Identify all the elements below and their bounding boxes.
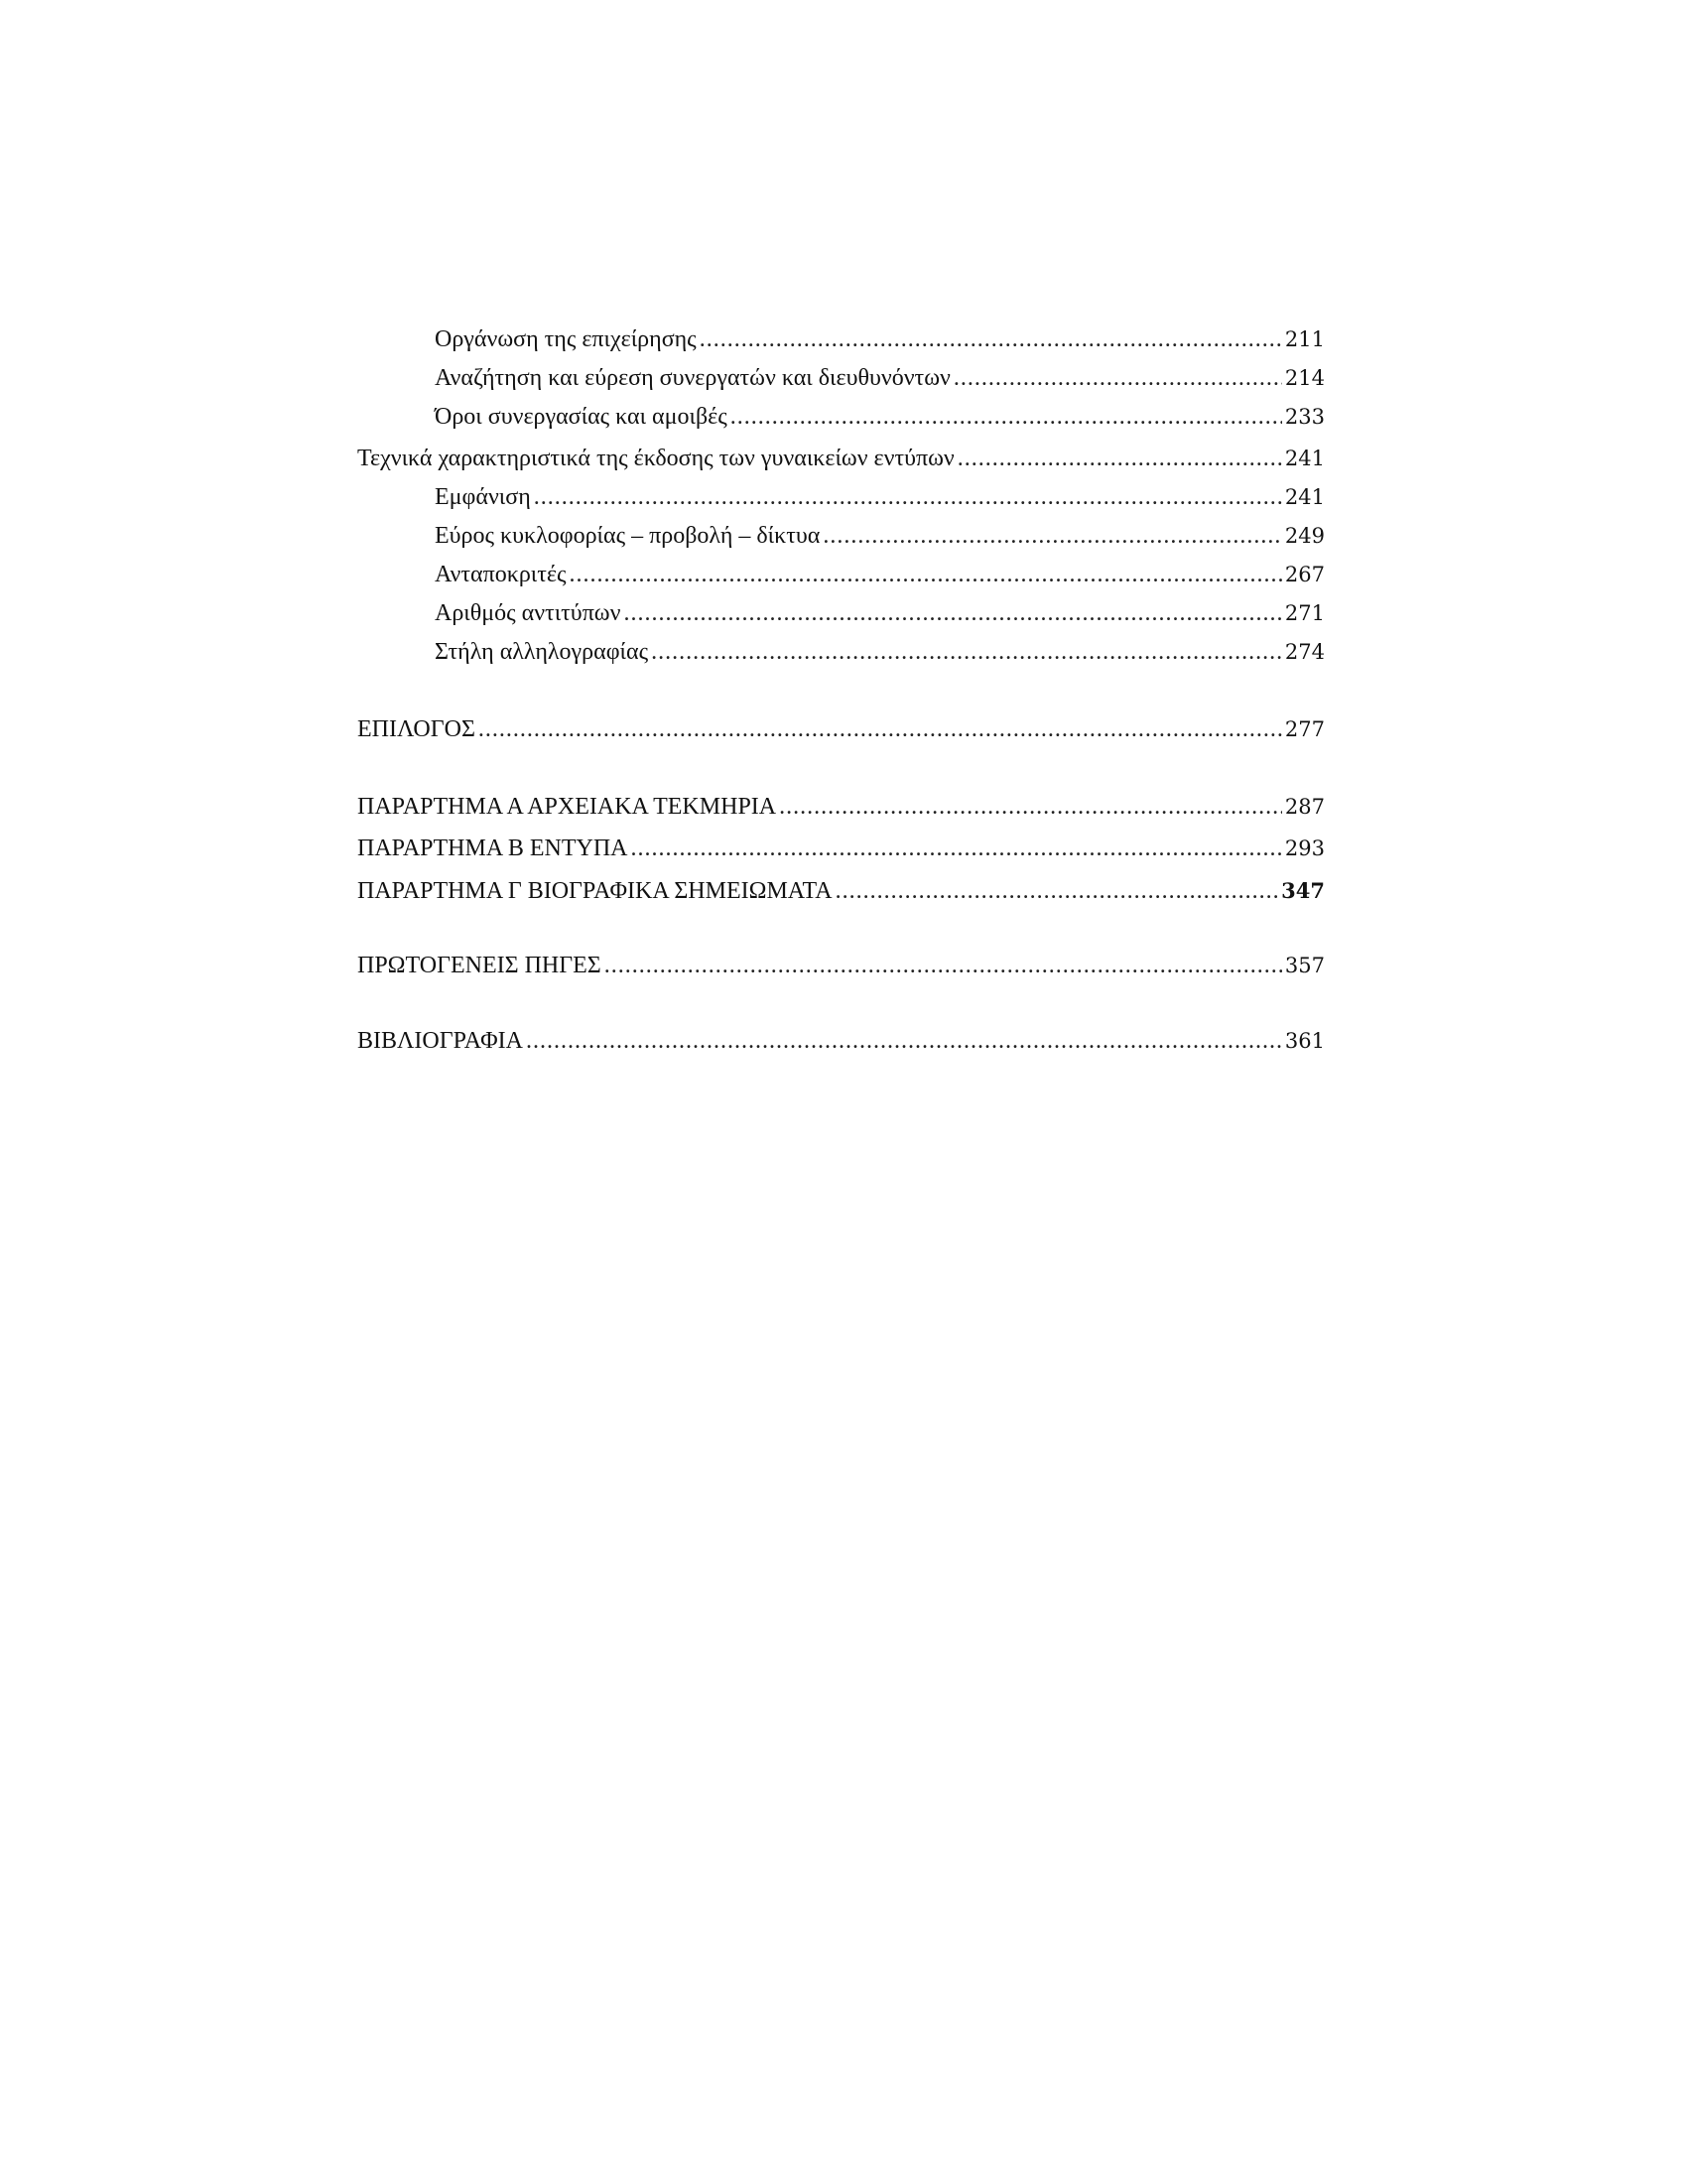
toc-entry-label: ΠΑΡΑΡΤΗΜΑ Α ΑΡΧΕΙΑΚΑ ΤΕΚΜΗΡΙΑ [357, 794, 777, 820]
toc-entry-page: 214 [1284, 366, 1325, 390]
dot-leader [823, 517, 1282, 556]
toc-entry-page: 347 [1281, 878, 1325, 903]
dot-leader [570, 556, 1282, 594]
toc-entry-label: ΠΑΡΑΡΤΗΜΑ Γ ΒΙΟΓΡΑΦΙΚΑ ΣΗΜΕΙΩΜΑΤΑ [357, 878, 833, 904]
toc-entry [357, 830, 1325, 868]
toc-entry-page: 293 [1284, 836, 1325, 860]
toc-entry [357, 788, 1325, 827]
toc-entry [357, 594, 1325, 633]
toc-entry [357, 440, 1325, 478]
toc-entry-label: ΕΠΙΛΟΓΟΣ [357, 716, 475, 742]
toc-entry-label: Ανταποκριτές [435, 562, 567, 587]
toc-entry-label: ΠΑΡΑΡΤΗΜΑ Β ΕΝΤΥΠΑ [357, 835, 628, 861]
toc-entry [357, 556, 1325, 594]
toc-entry [357, 478, 1325, 517]
toc-entry-label: Εμφάνιση [435, 484, 531, 510]
dot-leader [604, 947, 1282, 985]
toc-entry [357, 517, 1325, 556]
table-of-contents [357, 321, 1325, 1061]
toc-entry [357, 398, 1325, 437]
dot-leader [623, 594, 1281, 633]
toc-entry [357, 359, 1325, 398]
toc-entry [357, 1022, 1325, 1061]
toc-entry-label: Οργάνωση της επιχείρησης [435, 326, 697, 352]
dot-leader [954, 359, 1282, 398]
toc-entry-label: Τεχνικά χαρακτηριστικά της έκδοσης των γυναικείων εντύπων [357, 446, 955, 471]
toc-entry-label: ΒΙΒΛΙΟΓΡΑΦΙΑ [357, 1028, 523, 1054]
toc-entry-label: Όροι συνεργασίας και αμοιβές [435, 404, 727, 430]
dot-leader [651, 633, 1282, 672]
toc-entry-label: Εύρος κυκλοφορίας – προβολή – δίκτυα [435, 523, 821, 549]
toc-entry-page: 357 [1284, 954, 1325, 977]
toc-entry-page: 233 [1284, 405, 1325, 429]
dot-leader [958, 440, 1282, 478]
toc-entry-page: 274 [1284, 640, 1325, 664]
dot-leader [779, 788, 1282, 827]
dot-leader [534, 478, 1282, 517]
toc-entry [357, 710, 1325, 749]
toc-entry [357, 947, 1325, 985]
toc-entry-page: 361 [1284, 1029, 1325, 1053]
toc-entry [357, 871, 1325, 910]
dot-leader [730, 398, 1282, 437]
toc-entry-page: 249 [1284, 524, 1325, 548]
toc-entry-page: 241 [1284, 485, 1325, 509]
toc-entry-label: Στήλη αλληλογραφίας [435, 639, 649, 665]
toc-entry-label: Αναζήτηση και εύρεση συνεργατών και διευθυνόντων [435, 365, 951, 391]
dot-leader [478, 710, 1282, 749]
toc-entry [357, 321, 1325, 359]
dot-leader [631, 830, 1282, 868]
toc-entry-label: Αριθμός αντιτύπων [435, 600, 621, 626]
dot-leader [526, 1022, 1282, 1061]
toc-entry-page: 287 [1284, 795, 1325, 819]
toc-entry-label: ΠΡΩΤΟΓΕΝΕΙΣ ΠΗΓΕΣ [357, 953, 601, 978]
toc-entry-page: 277 [1284, 717, 1325, 741]
toc-entry [357, 633, 1325, 672]
toc-entry-page: 271 [1284, 601, 1325, 625]
dot-leader [836, 872, 1279, 911]
toc-entry-page: 267 [1284, 563, 1325, 586]
toc-entry-page: 211 [1284, 327, 1325, 351]
dot-leader [700, 321, 1282, 359]
toc-entry-page: 241 [1284, 447, 1325, 470]
